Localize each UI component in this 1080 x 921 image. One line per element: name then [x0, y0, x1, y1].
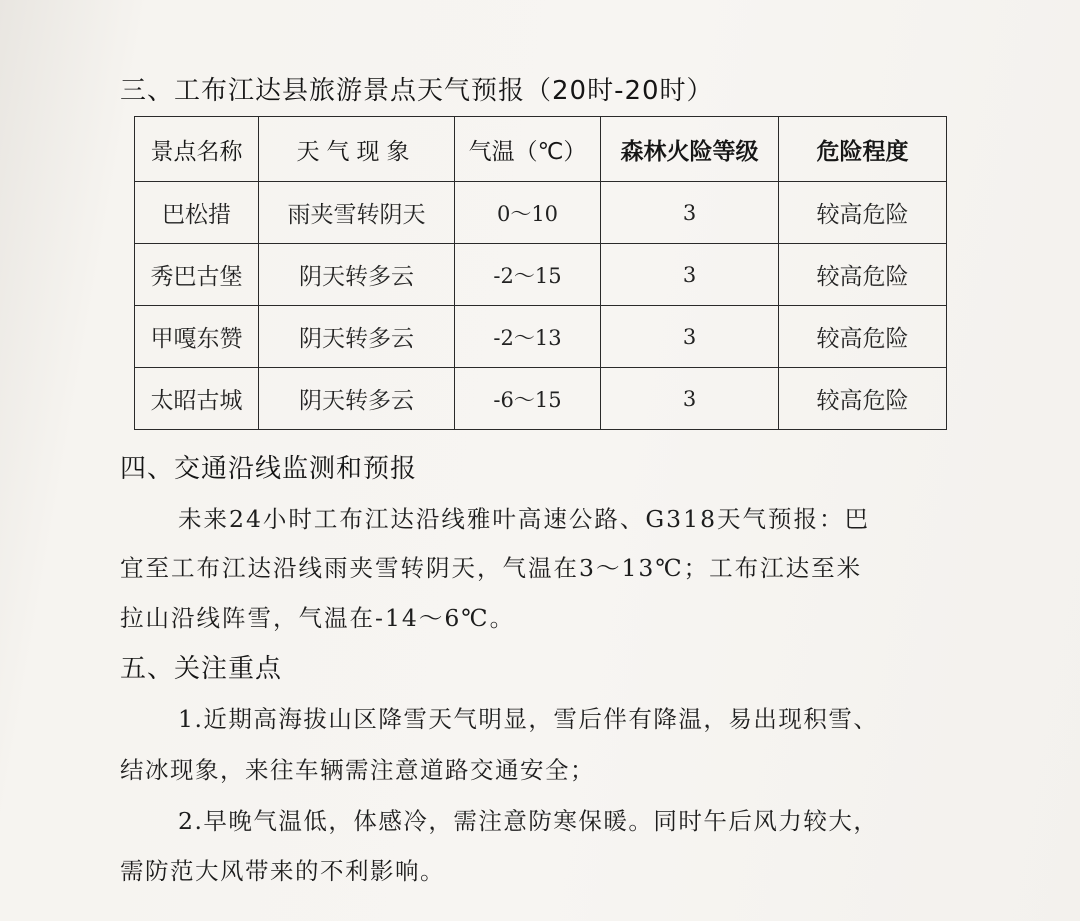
cell-weather: 雨夹雪转阴天	[259, 182, 455, 244]
cell-danger-degree: 较高危险	[779, 368, 947, 430]
cell-danger-degree: 较高危险	[779, 182, 947, 244]
header-fire-risk-level: 森林火险等级	[601, 117, 779, 182]
cell-site-name: 甲嘎东赞	[135, 306, 259, 368]
section4-heading: 四、交通沿线监测和预报	[120, 454, 418, 484]
table-row	[135, 244, 947, 306]
traffic-forecast-line-2: 宜至工布江达沿线雨夹雪转阴天，气温在3～13℃；工布江达至米	[120, 554, 863, 582]
focus-item-1-line-2: 结冰现象，来往车辆需注意道路交通安全；	[120, 756, 595, 784]
table-row	[135, 306, 947, 368]
cell-fire-risk-level: 3	[601, 368, 779, 430]
cell-temperature: 0～10	[455, 182, 601, 244]
cell-site-name: 秀巴古堡	[135, 244, 259, 306]
cell-danger-degree: 较高危险	[779, 244, 947, 306]
scenic-weather-table	[134, 116, 947, 430]
header-temperature: 气温（℃）	[455, 117, 601, 182]
cell-temperature: -6～15	[455, 368, 601, 430]
traffic-forecast-line-1: 未来24小时工布江达沿线雅叶高速公路、G318天气预报：巴	[178, 505, 871, 533]
cell-temperature: -2～15	[455, 244, 601, 306]
cell-fire-risk-level: 3	[601, 182, 779, 244]
cell-danger-degree: 较高危险	[779, 306, 947, 368]
section5-heading: 五、关注重点	[120, 654, 283, 684]
focus-item-2-line-2: 需防范大风带来的不利影响。	[120, 857, 445, 885]
header-danger-degree: 危险程度	[779, 117, 947, 182]
cell-weather: 阴天转多云	[259, 368, 455, 430]
cell-fire-risk-level: 3	[601, 244, 779, 306]
table-header-row	[135, 117, 947, 182]
header-weather: 天气现象	[259, 117, 455, 182]
header-site-name: 景点名称	[135, 117, 259, 182]
cell-weather: 阴天转多云	[259, 244, 455, 306]
cell-fire-risk-level: 3	[601, 306, 779, 368]
focus-item-1-line-1: 1.近期高海拔山区降雪天气明显，雪后伴有降温，易出现积雪、	[178, 705, 879, 733]
traffic-forecast-line-3: 拉山沿线阵雪，气温在-14～6℃。	[120, 604, 516, 632]
cell-site-name: 巴松措	[135, 182, 259, 244]
table-row	[135, 368, 947, 430]
cell-temperature: -2～13	[455, 306, 601, 368]
cell-site-name: 太昭古城	[135, 368, 259, 430]
cell-weather: 阴天转多云	[259, 306, 455, 368]
section3-heading: 三、工布江达县旅游景点天气预报（20时-20时）	[120, 76, 714, 106]
focus-item-2-line-1: 2.早晚气温低，体感冷，需注意防寒保暖。同时午后风力较大，	[178, 807, 879, 835]
table-row	[135, 182, 947, 244]
